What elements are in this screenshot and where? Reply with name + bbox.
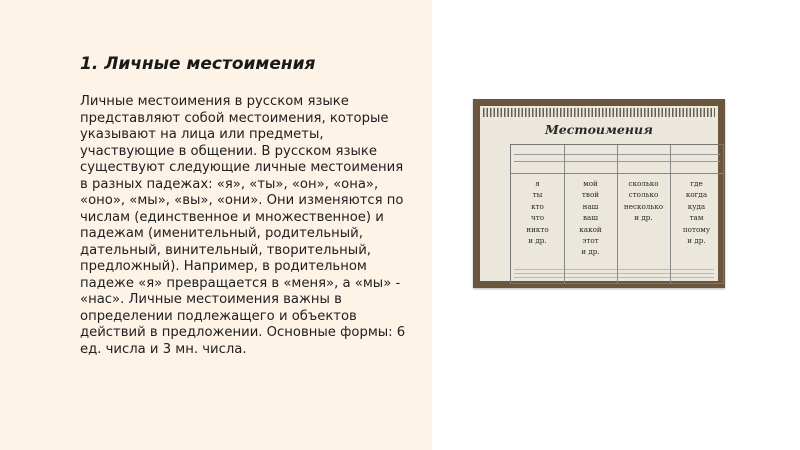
pronoun-table	[510, 144, 724, 284]
column-2-text: мой твой наш ваш какой этот и др.	[579, 179, 602, 257]
slide-title: 1. Личные местоимения	[80, 54, 316, 74]
column-4-words	[670, 178, 723, 246]
column-2-words	[564, 178, 617, 258]
notebook-footnote	[514, 269, 714, 278]
notebook-page	[480, 106, 718, 281]
column-1-words	[511, 178, 564, 246]
spiral-binding	[483, 108, 715, 117]
notebook-image	[473, 99, 725, 288]
column-3-text: сколько столько несколько и др.	[623, 179, 664, 223]
column-4-text: где когда куда там потому и др.	[682, 179, 711, 246]
slide-body-text: Личные местоимения в русском языке представляют собой местоимения, которые указывают на лица или предметы, участвующие в общении. В русском языке существуют следующие личные местоимения в разных падежах: «я», «ты», «он», «она», «оно», «мы», «вы», «они». Они изменяются по числам (единственное и множественное) и падежам (именительный, родительный, дательный, винительный, творительный, предложный). Например, в родительном падеже «я» превращается в «меня», а «мы» - «нас». Личные местоимения важны в определении подлежащего и объектов действий в предложении. Основные формы: 6 ед. числа и 3 мн. числа.	[80, 94, 406, 357]
column-1-text: я ты кто что никто и др.	[526, 179, 549, 246]
column-3-words	[617, 178, 670, 224]
notebook-title: Местоимения	[544, 122, 654, 137]
